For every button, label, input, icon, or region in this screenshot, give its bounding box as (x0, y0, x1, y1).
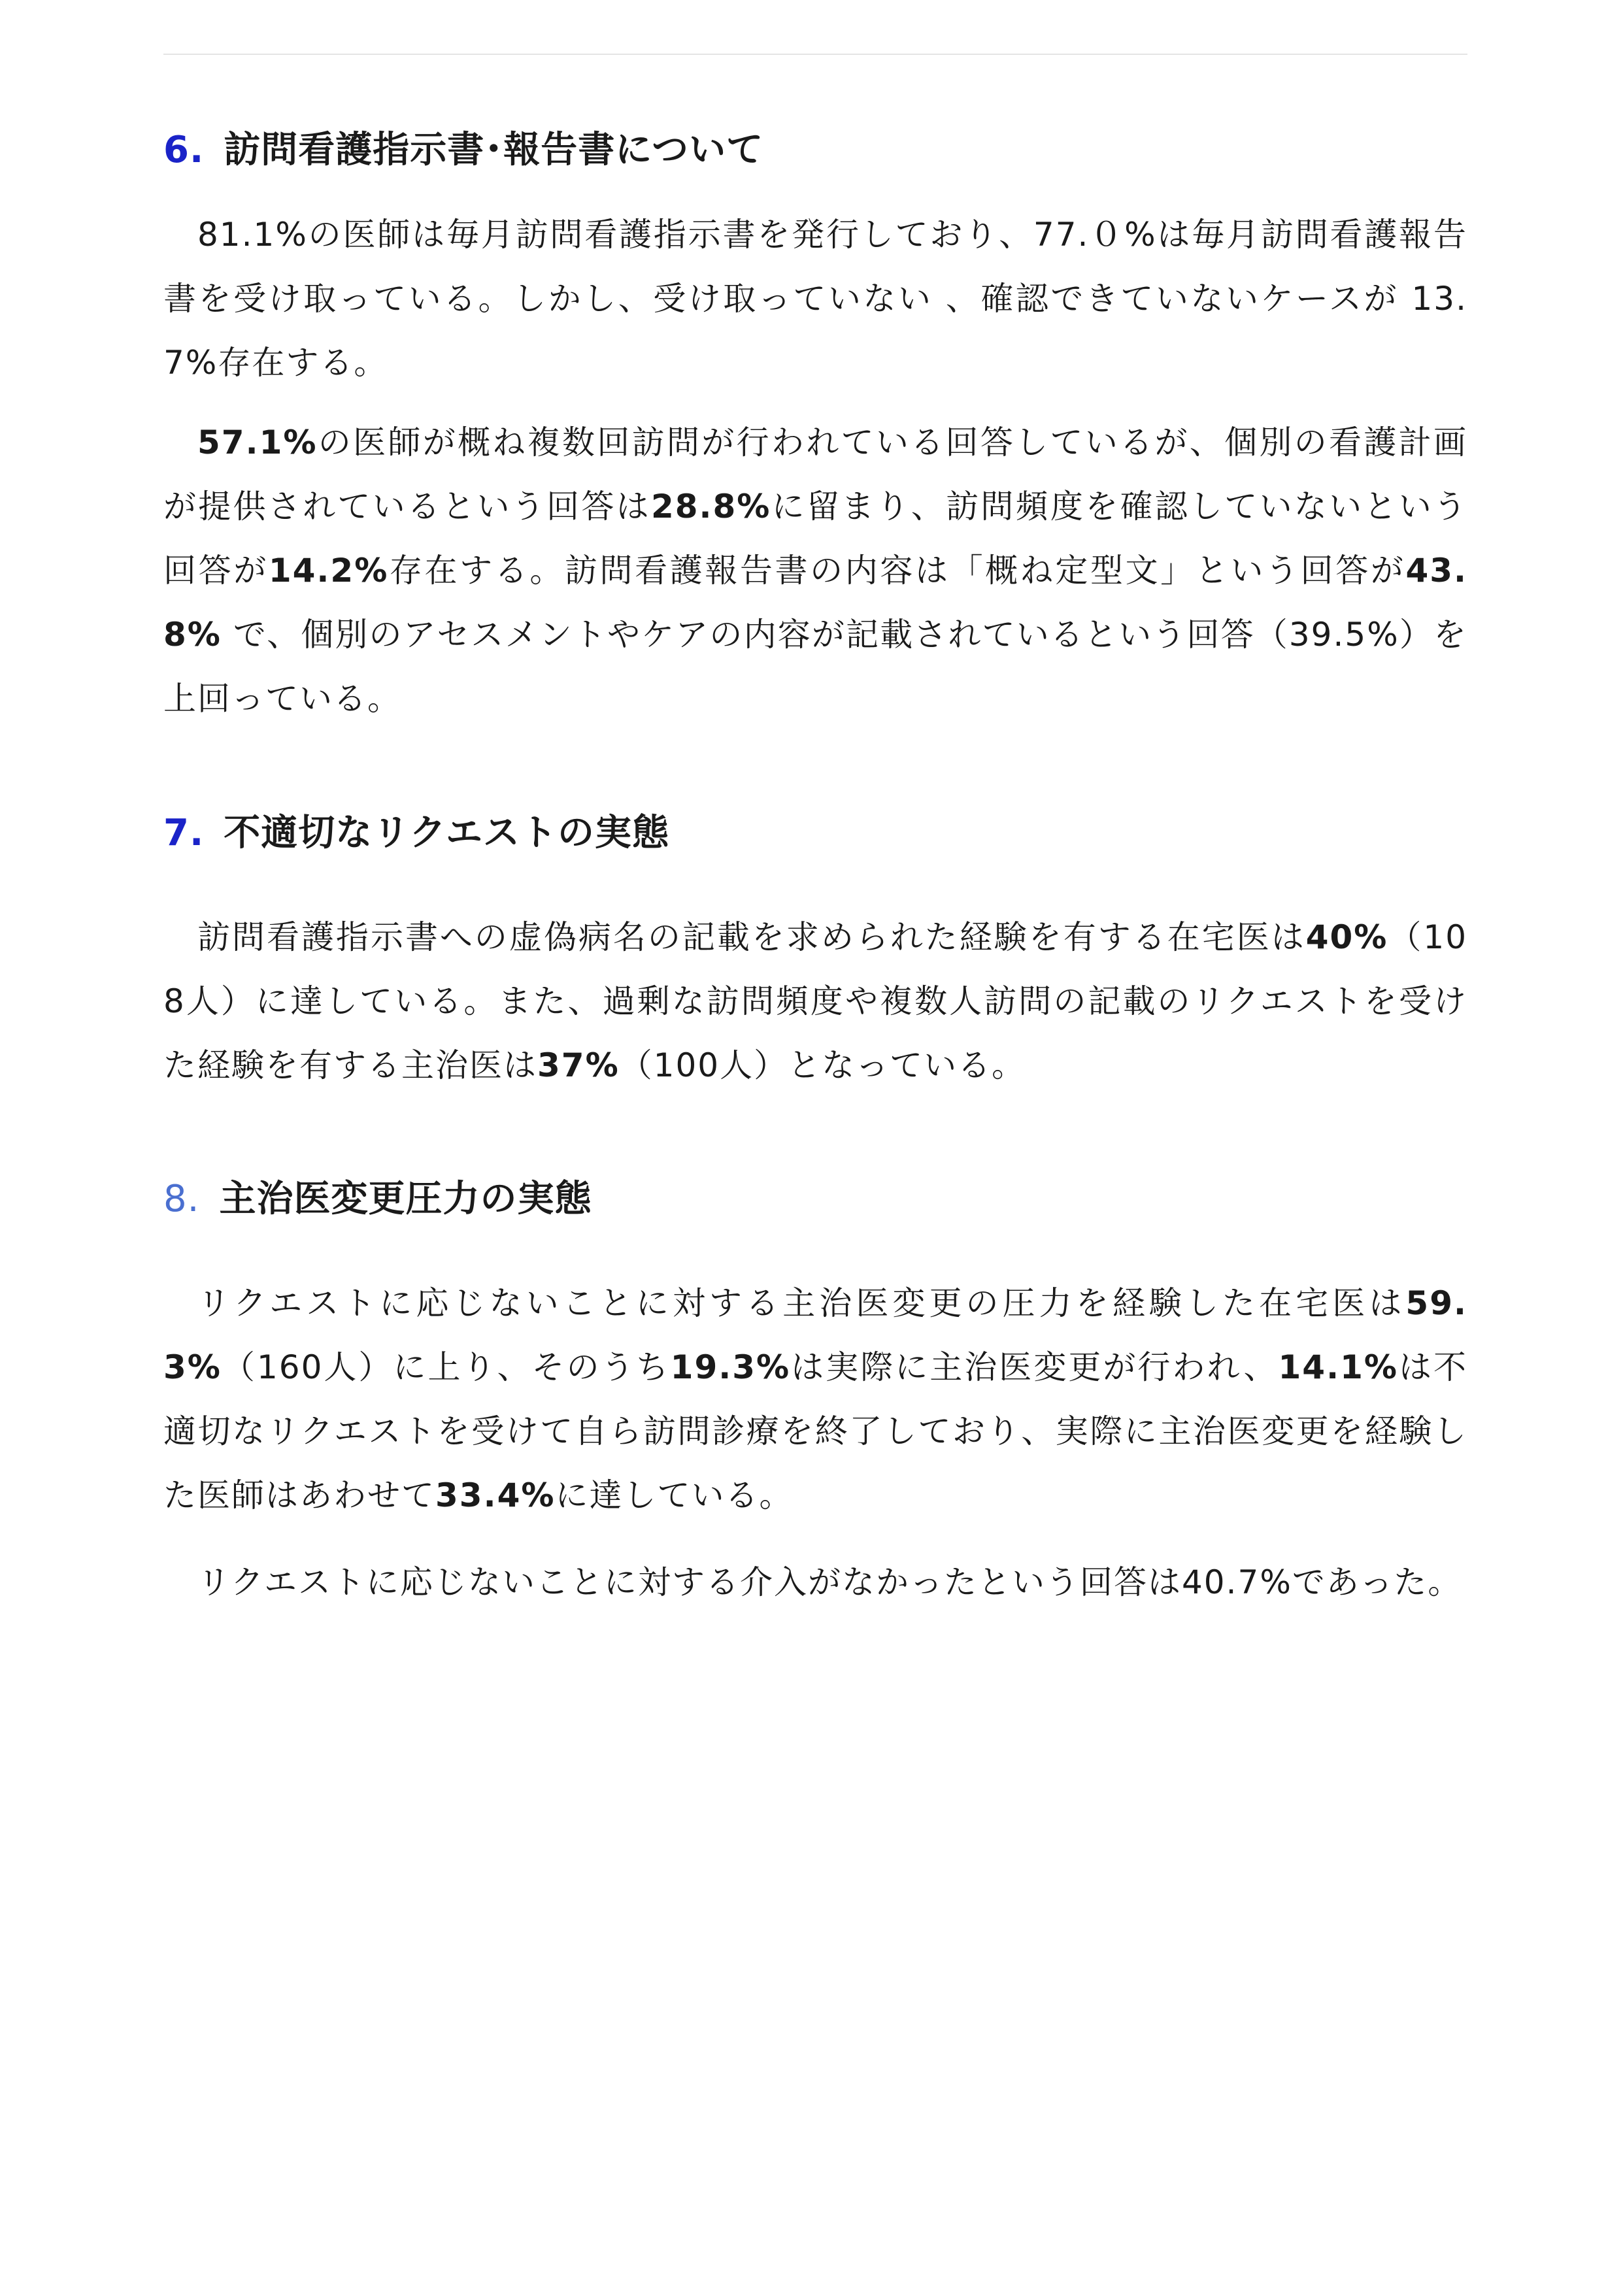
paragraph-text: に留まり、訪問頻度を確認していないという回答が (163, 488, 1468, 590)
section-7-number: 7. (163, 812, 205, 854)
paragraph-text: 81.1%の医師は毎月訪問看護指示書を発行しており、77.０%は毎月訪問看護報告書を受け取っている。しかし、受け取っていない 、確認できていないケースが 13.7%存在する。 (163, 216, 1467, 382)
section-8-heading (163, 1173, 592, 1225)
paragraph-text: リクエストに応じないことに対する介入がなかったという回答は40.7%であった。 (197, 1563, 1462, 1601)
paragraph-text: は実際に主治医変更が行われ、 (790, 1348, 1279, 1386)
emphasized-figure: 14.2% (268, 552, 389, 590)
emphasized-figure: 59.3% (163, 1284, 1467, 1386)
emphasized-figure: 57.1% (197, 424, 318, 461)
paragraph-text: （100人）となっている。 (619, 1046, 1026, 1084)
paragraph-text: （108人）に達している。また、過剰な訪問頻度や複数人訪問の記載のリクエストを受けた経験を有する主治医は (163, 918, 1468, 1084)
paragraph-text: に達している。 (555, 1476, 794, 1514)
section-6-title: 訪問看護指示書･報告書について (224, 129, 764, 171)
emphasized-figure: 33.4% (435, 1476, 556, 1514)
section-8-title: 主治医変更圧力の実態 (219, 1178, 592, 1220)
section-6-heading (163, 124, 763, 176)
paragraph-text: リクエストに応じないことに対する主治医変更の圧力を経験した在宅医は (197, 1284, 1406, 1322)
paragraph-text: で、個別のアセスメントやケアの内容が記載されているという回答（39.5%）を上回っている。 (163, 616, 1467, 718)
emphasized-figure: 40% (1305, 918, 1388, 956)
section-8-paragraph-2 (163, 1550, 1467, 1614)
section-7-title: 不適切なリクエストの実態 (224, 812, 670, 854)
paragraph-text: （160人）に上り、そのうち (221, 1348, 671, 1386)
paragraph-text: 訪問看護指示書への虚偽病名の記載を求められた経験を有する在宅医は (197, 918, 1306, 956)
emphasized-figure: 19.3% (670, 1348, 791, 1386)
emphasized-figure: 28.8% (650, 488, 771, 525)
emphasized-figure: 43.8% (163, 552, 1468, 654)
section-8-number: 8. (163, 1178, 200, 1220)
section-6-number: 6. (163, 129, 205, 171)
emphasized-figure: 14.1% (1278, 1348, 1398, 1386)
section-7-paragraph-1 (163, 905, 1467, 1097)
emphasized-figure: 37% (537, 1046, 620, 1084)
document-page (163, 0, 1467, 2296)
section-6-paragraph-1 (163, 203, 1467, 395)
paragraph-text: の医師が概ね複数回訪問が行われている回答しているが、個別の看護計画が提供されているという回答は (163, 424, 1467, 525)
section-6-paragraph-2 (163, 410, 1467, 731)
section-8-paragraph-1 (163, 1271, 1467, 1527)
section-7-heading (163, 807, 669, 859)
paragraph-text: は不適切なリクエストを受けて自ら訪問診療を終了しており、実際に主治医変更を経験した医師はあわせて (163, 1348, 1468, 1514)
paragraph-text: 存在する。訪問看護報告書の内容は「概ね定型文」という回答が (388, 552, 1406, 590)
top-rule (163, 54, 1467, 55)
